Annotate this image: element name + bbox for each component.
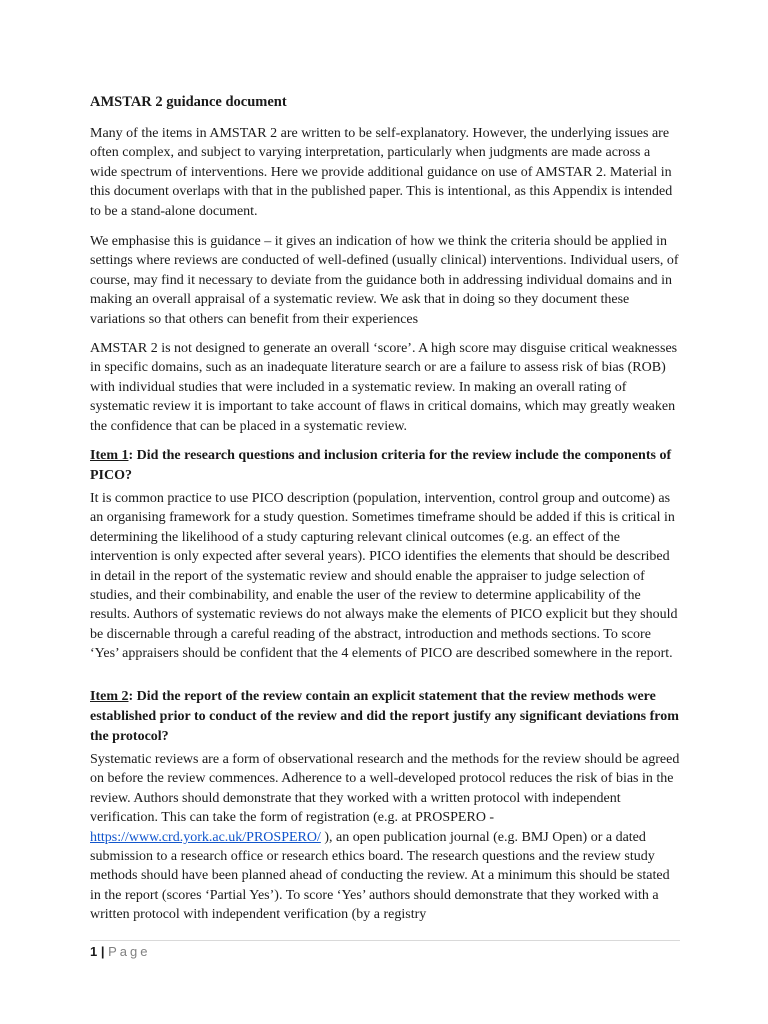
- item-2-heading: [90, 687, 680, 747]
- paragraph-guidance: We emphasise this is guidance – it gives an indication of how we think the criteria should be applied in settings where reviews are conducted of well-defined (usually clinical) interventions. Individual users, of course, may find it necessary to deviate from the guidance both in addressing individual domains and in making an overall appraisal of a systematic review. We ask that in doing so they document these variations so that others can benefit from their experiences: [90, 234, 679, 327]
- item-2-question: : Did the report of the review contain an explicit statement that the review methods were established prior to conduct of the review and did the report justify any significant deviations from the protocol?: [90, 689, 679, 744]
- item-1-label: Item 1: [90, 448, 129, 463]
- item-2-label: Item 2: [90, 689, 129, 704]
- footer-separator: |: [100, 944, 105, 959]
- prospero-link[interactable]: https://www.crd.york.ac.uk/PROSPERO/: [90, 829, 321, 845]
- page-number: 1: [90, 944, 98, 959]
- item-2-body-end: ), an open publication journal (e.g. BMJ Open) or a dated submission to a research office or research ethics board. The research questions and the review study methods should have been planned ahead of conducting the review. At a minimum this should be stated in the report (scores ‘Partial Yes’). To score ‘Yes’ authors should demonstrate that they worked with a written protocol with independent verification (by a registry: [90, 829, 670, 923]
- page-label: Page: [108, 944, 151, 959]
- item-2-body-start: Systematic reviews are a form of observational research and the methods for the review should be agreed on before the review commences. Adherence to a well-developed protocol reduces the risk of bias in the review. Authors should demonstrate that they worked with a written protocol with independent verification. This can take the form of registration (e.g. at PROSPERO -: [90, 752, 680, 826]
- item-1-heading: [90, 446, 680, 486]
- footer-divider: [90, 940, 680, 941]
- page-footer: [90, 944, 151, 959]
- item-1-question: : Did the research questions and inclusion criteria for the review include the components of PICO?: [90, 448, 672, 483]
- paragraph-score: AMSTAR 2 is not designed to generate an overall ‘score’. A high score may disguise critical weaknesses in specific domains, such as an inadequate literature search or are a failure to assess risk of bias (ROB) with individual studies that were included in a systematic review. In making an overall rating of systematic review it is important to take account of flaws in critical domains, which may greatly weaken the confidence that can be placed in a systematic review.: [90, 341, 678, 434]
- item-2-body: [90, 750, 680, 925]
- item-1-body: It is common practice to use PICO description (population, intervention, control group and outcome) as an organising framework for a study question. Sometimes timeframe should be added if this is critical in determining the likelihood of a study capturing relevant clinical outcomes (e.g. an effect of the intervention is only expected after several years). PICO identifies the elements that should be described in detail in the report of the systematic review and should enable the appraiser to judge selection of studies, and their combinability, and enable the user of the review to determine applicability of the results. Authors of systematic reviews do not always make the elements of PICO explicit but they should be discernable through a careful reading of the abstract, introduction and methods sections. To score ‘Yes’ appraisers should be confident that the 4 elements of PICO are described somewhere in the report.: [90, 491, 678, 662]
- paragraph-intro: Many of the items in AMSTAR 2 are written to be self-explanatory. However, the underlying issues are often complex, and subject to varying interpretation, particularly when judgments are made across a wide spectrum of interventions. Here we provide additional guidance on use of AMSTAR 2. Material in this document overlaps with that in the published paper. This is intentional, as this Appendix is intended to be a stand-alone document.: [90, 126, 673, 219]
- document-title: AMSTAR 2 guidance document: [90, 94, 287, 110]
